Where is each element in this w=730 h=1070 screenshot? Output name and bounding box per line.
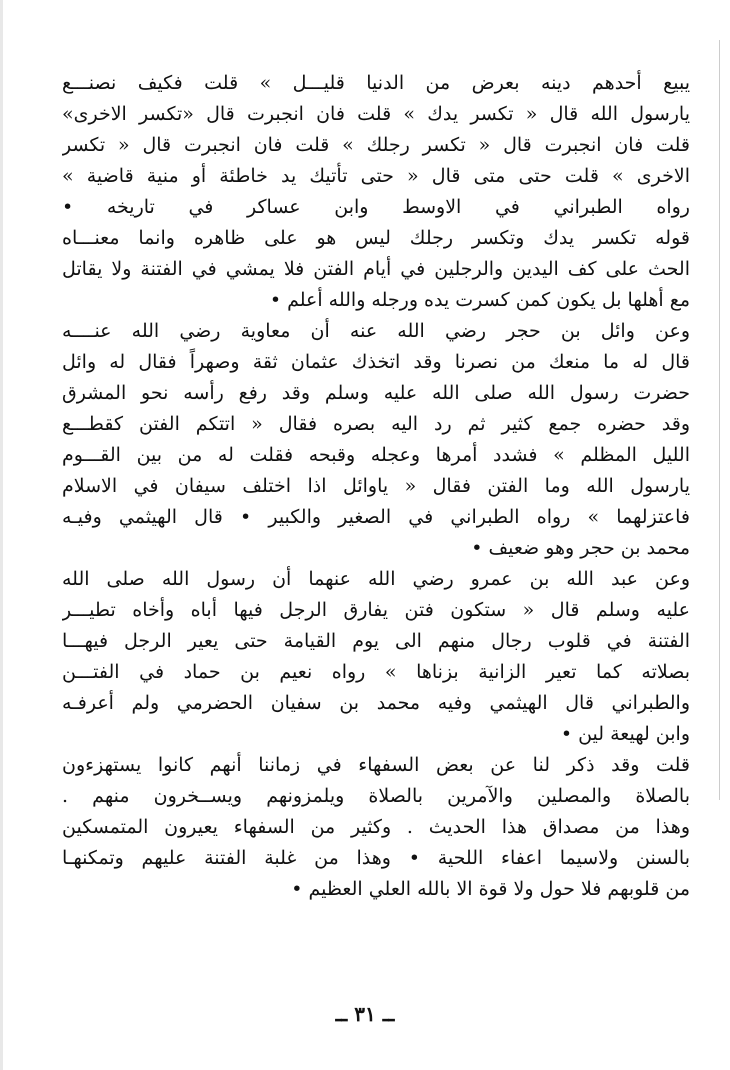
text-line: محمد بن حجر وهو ضعيف • bbox=[471, 537, 690, 559]
text-line: قوله تكسر يدك وتكسر رجلك ليس هو على ظاهره وانما معنـــاه bbox=[62, 227, 690, 249]
text-line: وهذا من مصداق هذا الحديث . وكثير من السفهاء يعيرون المتمسكين bbox=[62, 816, 690, 838]
text-line: مع أهلها بل يكون كمن كسرت يده ورجله والله أعلم • bbox=[269, 289, 690, 311]
text-line: وعن وائل بن حجر رضي الله عنه أن معاوية رضي الله عنــــه bbox=[62, 320, 690, 342]
body-text bbox=[62, 68, 690, 905]
text-line: بالسنن ولاسيما اعفاء اللحية • وهذا من غلبة الفتنة عليهم وتمكنهـا bbox=[62, 847, 690, 869]
text-line: والطبراني قال الهيثمي وفيه محمد بن سفيان الحضرمي ولم أعرفـه bbox=[62, 692, 690, 714]
text-line: الليل المظلم » فشدد أمرها وعجله وقبحه فقلت له من بين القـــوم bbox=[62, 444, 690, 466]
text-line: عليه وسلم قال « ستكون فتن يفارق الرجل فيها أباه وأخاه تطيـــر bbox=[62, 599, 690, 621]
text-line: يبيع أحدهم دينه بعرض من الدنيا قليـــل » قلت فكيف نصنـــع bbox=[62, 72, 690, 94]
text-line: الفتنة في قلوب رجال منهم الى يوم القيامة حتى يعير الرجل فيهـــا bbox=[62, 630, 690, 652]
page-edge-line bbox=[719, 40, 720, 800]
text-line: وقد حضره جمع كثير ثم رد اليه بصره فقال « اتتكم الفتن كقطـــع bbox=[62, 413, 690, 435]
text-line: حضرت رسول الله صلى الله عليه وسلم وقد رفع رأسه نحو المشرق bbox=[62, 382, 690, 404]
page-number: ــ ٣١ ــ bbox=[335, 1002, 395, 1026]
text-line: يارسول الله قال « تكسر يدك » قلت فان انجبرت قال «تكسر الاخرى» bbox=[62, 103, 690, 125]
text-line: قلت وقد ذكر لنا عن بعض السفهاء في زماننا أنهم كانوا يستهزءون bbox=[62, 754, 690, 776]
text-line: وعن عبد الله بن عمرو رضي الله عنهما أن رسول الله صلى الله bbox=[62, 568, 690, 590]
text-line: الحث على كف اليدين والرجلين في أيام الفتن فلا يمشي في الفتنة ولا يقاتل bbox=[62, 258, 690, 280]
text-line: بالصلاة والمصلين والآمرين بالصلاة ويلمزونهم ويســخرون منهم . bbox=[62, 785, 690, 807]
text-line: الاخرى » قلت حتى متى قال « حتى تأتيك يد خاطئة أو منية قاضية » bbox=[62, 165, 690, 187]
text-line: فاعتزلهما » رواه الطبراني في الصغير والكبير • قال الهيثمي وفيـه bbox=[62, 506, 690, 528]
text-line: رواه الطبراني في الاوسط وابن عساكر في تاريخه • bbox=[62, 196, 690, 218]
text-line: قال له ما منعك من نصرنا وقد اتخذك عثمان ثقة وصهراً فقال له وائل bbox=[62, 351, 690, 373]
scan-edge bbox=[0, 0, 3, 1070]
text-line: وابن لهيعة لين • bbox=[560, 723, 690, 745]
text-line: قلت فان انجبرت قال « تكسر رجلك » قلت فان انجبرت قال « تكسر bbox=[62, 134, 690, 156]
text-line: يارسول الله وما الفتن فقال « ياوائل اذا اختلف سيفان في الاسلام bbox=[62, 475, 690, 497]
text-line: بصلاته كما تعير الزانية بزناها » رواه نعيم بن حماد في الفتـــن bbox=[62, 661, 690, 683]
text-line: من قلوبهم فلا حول ولا قوة الا بالله العلي العظيم • bbox=[291, 878, 690, 900]
